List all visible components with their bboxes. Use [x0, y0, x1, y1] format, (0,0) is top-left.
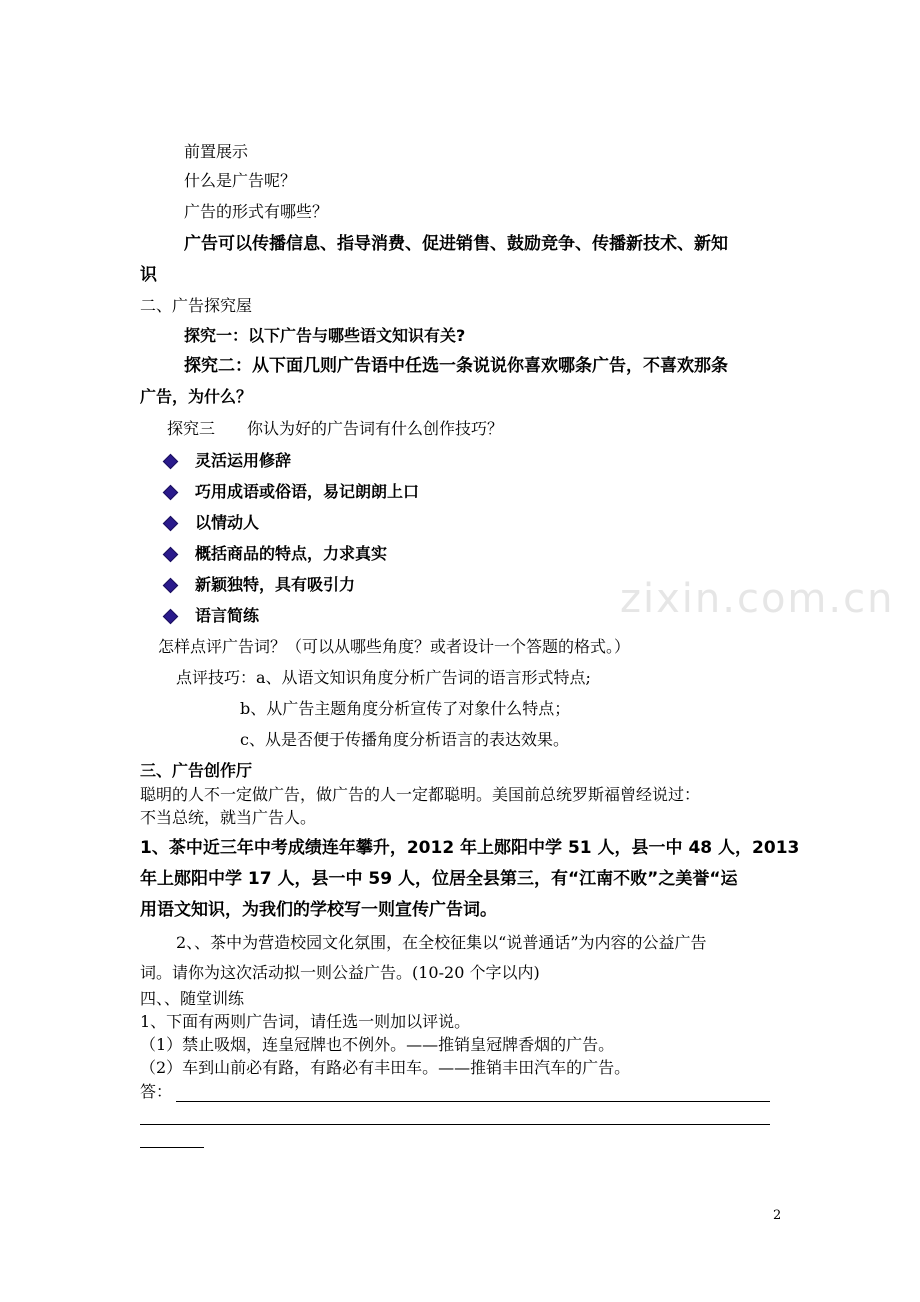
- text-ad-functions: 广告可以传播信息、指导消费、促进销售、鼓励竞争、传播新技术、新知: [184, 234, 728, 254]
- section-2-heading: 二、广告探究屋: [140, 296, 253, 315]
- page-number: 2: [773, 1208, 782, 1223]
- section-4-heading: 四、、随堂训练: [140, 989, 245, 1008]
- text-intro-cont: 不当总统，就当广告人。: [140, 808, 317, 827]
- answer-line: [140, 1147, 204, 1148]
- text-review-tip-a: 点评技巧：a、从语文知识角度分析广告词的语言形式特点;: [176, 668, 591, 687]
- text-what-is-ad: 什么是广告呢？: [184, 171, 297, 190]
- text-review-tip-c: c、从是否便于传播角度分析语言的表达效果。: [240, 730, 569, 749]
- document-page: zixin.com.cn 前置展示 什么是广告呢？ 广告的形式有哪些？ 广告可以传播信息、指导消费、促进销售、鼓励竞争、传播新技术、新知 识 二、广告探究屋 探究一：以下广告与哪些语文知识有关? 探究二：从下面几则广告语中任选一条说说你喜欢哪条广告，不喜欢那条 广告，为什么？ 探究三 你认为好的广告词有什么创作技巧？ 灵活运用修辞 巧用成语或俗语，易记朗朗上口 以情动人 概括商品的特点，力求真实 新颖独特，具有吸引力 语言简练 怎样点评广告词？（可以从哪些角度？或者设计一个答题的格式。） 点评技巧：a、从语文知识角度分析广告词的语言形式特点; b、从广告主题角度分析宣传了对象什么特点； c、从是否便于传播角度分析语言的表达效果。 三、广告创作厅 聪明的人不一定做广告，做广告的人一定都聪明。美国前总统罗斯福曾经说过： 不当总统，就当广告人。 1、茶中近三年中考成绩连年攀升，2012 年上郧阳中学 51 人，县一中 48 人，2013 年上郧阳中学 17 人，县一中 59 人，位居全县第三，有“江南不败”之美誉“运 用语文知识，为我们的学校写一则宣传广告词。 2、、茶中为营造校园文化氛围，在全校征集以“说普通话”为内容的公益广告 词。请你为这次活动拟一则公益广告。(10-20 个字以内) 四、、随堂训练 1、下面有两则广告词，请任选一则加以评说。 （1）禁止吸烟，连皇冠牌也不例外。——推销皇冠牌香烟的广告。 （2）车到山前必有路，有路必有丰田车。——推销丰田汽车的广告。 答： 2: [140, 142, 895, 1223]
- text-explore-2: 探究二：从下面几则广告语中任选一条说说你喜欢哪条广告，不喜欢那条: [184, 356, 728, 376]
- text-question-1: 1、下面有两则广告词，请任选一则加以评说。: [140, 1012, 471, 1031]
- text-preview-heading: 前置展示: [184, 142, 249, 161]
- text-review-tip-b: b、从广告主题角度分析宣传了对象什么特点；: [240, 699, 571, 718]
- text-task-2: 2、、茶中为营造校园文化氛围，在全校征集以“说普通话”为内容的公益广告: [176, 933, 707, 952]
- diamond-bullet-icon: [163, 609, 179, 625]
- diamond-bullet-icon: [163, 547, 179, 563]
- text-ad-item-1: （1）禁止吸烟，连皇冠牌也不例外。——推销皇冠牌香烟的广告。: [140, 1035, 615, 1054]
- answer-line: [176, 1101, 770, 1102]
- diamond-bullet-icon: [163, 485, 179, 501]
- text-task-1-end: 用语文知识，为我们的学校写一则宣传广告词。: [140, 900, 497, 920]
- text-review-question: 怎样点评广告词？（可以从哪些角度？或者设计一个答题的格式。）: [158, 637, 631, 656]
- text-explore-3: 探究三 你认为好的广告词有什么创作技巧？: [167, 419, 504, 438]
- diamond-bullet-icon: [163, 516, 179, 532]
- text-task-2-cont: 词。请你为这次活动拟一则公益广告。(10-20 个字以内): [140, 963, 540, 982]
- text-task-1-cont: 年上郧阳中学 17 人，县一中 59 人，位居全县第三，有“江南不败”之美誉“运: [140, 869, 738, 889]
- text-explore-1: 探究一：以下广告与哪些语文知识有关?: [184, 326, 466, 345]
- diamond-bullet-icon: [163, 454, 179, 470]
- text-intro: 聪明的人不一定做广告，做广告的人一定都聪明。美国前总统罗斯福曾经说过：: [140, 785, 701, 804]
- text-task-1: 1、茶中近三年中考成绩连年攀升，2012 年上郧阳中学 51 人，县一中 48 人，2013: [140, 838, 800, 858]
- text-ad-forms: 广告的形式有哪些？: [184, 202, 329, 221]
- text-ad-functions-cont: 识: [140, 265, 157, 285]
- watermark: zixin.com.cn: [620, 576, 895, 622]
- text-explore-2-cont: 广告，为什么？: [140, 387, 253, 406]
- diamond-bullet-icon: [163, 578, 179, 594]
- text-ad-item-2: （2）车到山前必有路，有路必有丰田车。——推销丰田汽车的广告。: [140, 1058, 631, 1077]
- section-3-heading: 三、广告创作厅: [140, 761, 253, 780]
- answer-line: [140, 1124, 770, 1125]
- answer-label: 答：: [140, 1082, 173, 1101]
